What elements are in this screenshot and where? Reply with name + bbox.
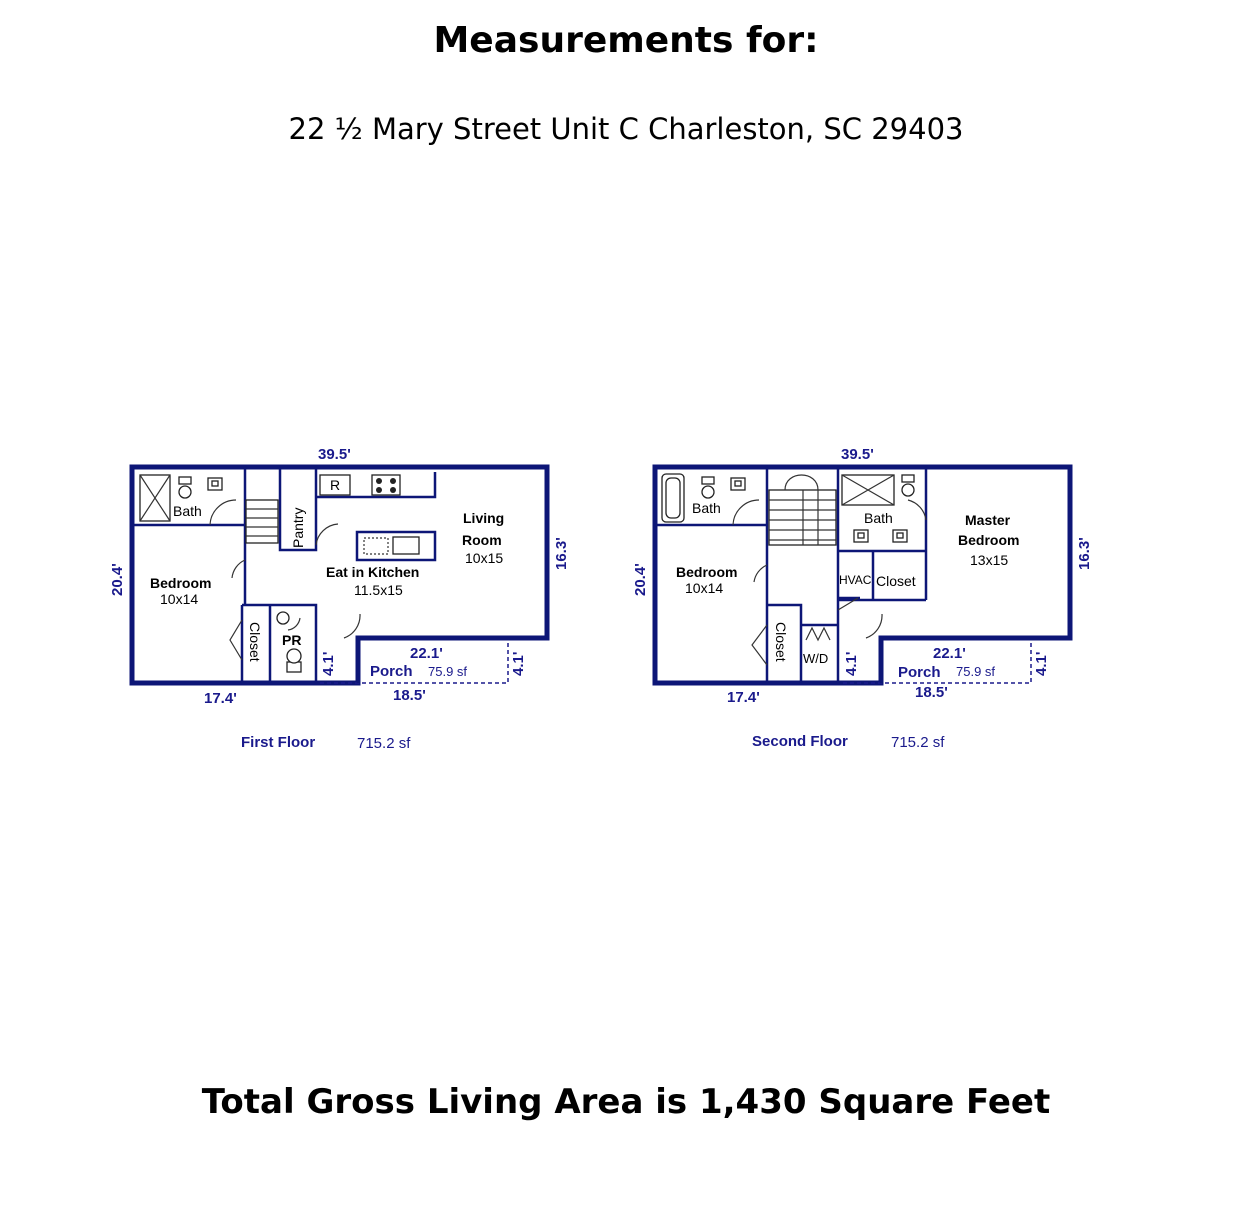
second-floor-dim-notch-right: 4.1' — [1033, 651, 1050, 676]
first-floor-dim-left: 20.4' — [109, 563, 126, 596]
second-floor-dim-notch-left: 4.1' — [843, 651, 860, 676]
second-floor-bath-toilet — [702, 477, 714, 484]
second-floor-dim-right: 16.3' — [1076, 537, 1093, 570]
second-floor-bath-1-label: Bath — [692, 500, 721, 516]
first-floor-living-size: 10x15 — [465, 550, 504, 566]
first-floor-pr-sink — [277, 612, 289, 624]
first-floor-dim-bottom-left: 17.4' — [204, 690, 237, 707]
first-floor-kitchen-label: Eat in Kitchen — [326, 564, 420, 580]
first-floor-area: 715.2 sf — [357, 735, 411, 752]
first-floor-cooktop — [372, 475, 400, 495]
first-floor-pr-label: PR — [282, 632, 302, 648]
first-floor-caption: First Floor — [241, 734, 316, 751]
first-floor-pantry-label: Pantry — [290, 507, 306, 548]
first-floor-dim-right: 16.3' — [553, 537, 570, 570]
first-floor-porch-label: Porch — [370, 663, 413, 680]
second-floor-laundry-label: W/D — [803, 651, 829, 666]
first-floor-dim-bottom-right: 18.5' — [393, 687, 426, 704]
second-floor-bedroom-size: 10x14 — [685, 580, 724, 596]
second-floor-closet-1-label: Closet — [773, 622, 789, 662]
first-floor-dim-notch-width: 22.1' — [410, 645, 443, 662]
second-floor-caption: Second Floor — [752, 733, 848, 750]
second-floor-porch-label: Porch — [898, 664, 941, 681]
first-floor-dim-notch-right: 4.1' — [510, 651, 527, 676]
first-floor-stairs — [246, 500, 278, 543]
first-floor-living-label-1: Living — [463, 510, 505, 526]
second-floor-porch-area: 75.9 sf — [956, 664, 996, 679]
second-floor-dim-top: 39.5' — [841, 446, 874, 463]
second-floor-dim-bottom-right: 18.5' — [915, 684, 948, 701]
second-floor-bath-2-label: Bath — [864, 510, 893, 526]
property-address: 22 ½ Mary Street Unit C Charleston, SC 29403 — [288, 112, 964, 146]
second-floor-master-size: 13x15 — [970, 552, 1009, 568]
first-floor-range-label: R — [330, 477, 341, 493]
second-floor-stairs — [769, 475, 836, 545]
second-floor-dim-left: 20.4' — [632, 563, 649, 596]
first-floor-dim-notch-left: 4.1' — [320, 651, 337, 676]
second-floor-bedroom-label: Bedroom — [676, 564, 738, 580]
first-floor-bedroom-label: Bedroom — [150, 575, 212, 591]
second-floor-dim-notch-width: 22.1' — [933, 645, 966, 662]
page-title: Measurements for: — [433, 20, 819, 61]
second-floor-master-label-1: Master — [965, 512, 1011, 528]
first-floor-bedroom-size: 10x14 — [160, 591, 199, 607]
first-floor-kitchen-size: 11.5x15 — [354, 582, 403, 598]
second-floor-master-toilet — [902, 475, 914, 482]
second-floor-area: 715.2 sf — [891, 734, 945, 751]
second-floor-dim-bottom-left: 17.4' — [727, 689, 760, 706]
first-floor-bath-toilet — [179, 477, 191, 484]
second-floor-closet-2-label: Closet — [876, 573, 916, 589]
second-floor-master-label-2: Bedroom — [958, 532, 1020, 548]
second-floor-hvac-label: HVAC — [839, 573, 872, 587]
total-area-statement: Total Gross Living Area is 1,430 Square Feet — [201, 1082, 1051, 1122]
first-floor-dim-top: 39.5' — [318, 446, 351, 463]
first-floor-closet-label: Closet — [247, 622, 263, 662]
first-floor-porch-area: 75.9 sf — [428, 664, 468, 679]
first-floor-bath-label: Bath — [173, 503, 202, 519]
first-floor-living-label-2: Room — [462, 532, 502, 548]
